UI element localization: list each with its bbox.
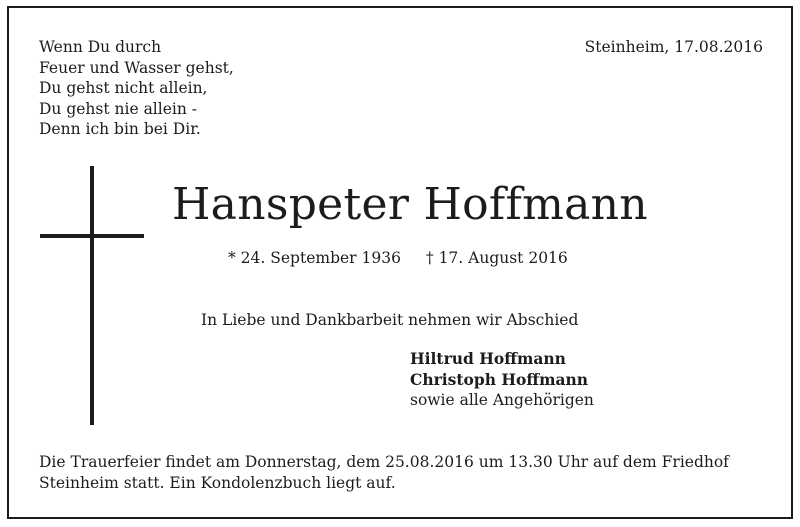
notice-line: Die Trauerfeier findet am Donnerstag, dem 25.08.2016 um 13.30 Uhr auf dem Friedhof	[39, 453, 729, 471]
poem-line: Feuer und Wasser gehst,	[39, 58, 234, 77]
notice-line: Steinheim statt. Ein Kondolenzbuch liegt auf.	[39, 473, 396, 492]
mourner-name: Christoph Hoffmann	[410, 369, 589, 389]
poem-line: Wenn Du durch	[39, 38, 162, 56]
poem-line: Du gehst nicht allein,	[39, 79, 208, 97]
life-dates	[228, 248, 568, 268]
death-date: † 17. August 2016	[425, 249, 568, 267]
cross-vertical-bar	[90, 166, 94, 425]
funeral-notice	[39, 452, 729, 493]
mourner-name: Hiltrud Hoffmann	[410, 349, 566, 368]
poem-line: Denn ich bin bei Dir.	[39, 120, 201, 138]
cross-horizontal-bar	[40, 234, 144, 238]
mourners-others: sowie alle Angehörigen	[410, 391, 594, 409]
mourners	[410, 349, 594, 411]
poem	[39, 37, 234, 140]
place-date: Steinheim, 17.08.2016	[584, 38, 763, 56]
birth-date: * 24. September 1936	[228, 249, 401, 267]
farewell-text: In Liebe und Dankbarbeit nehmen wir Abschied	[201, 311, 579, 329]
deceased-name: Hanspeter Hoffmann	[172, 179, 648, 230]
poem-line: Du gehst nie allein -	[39, 99, 197, 118]
